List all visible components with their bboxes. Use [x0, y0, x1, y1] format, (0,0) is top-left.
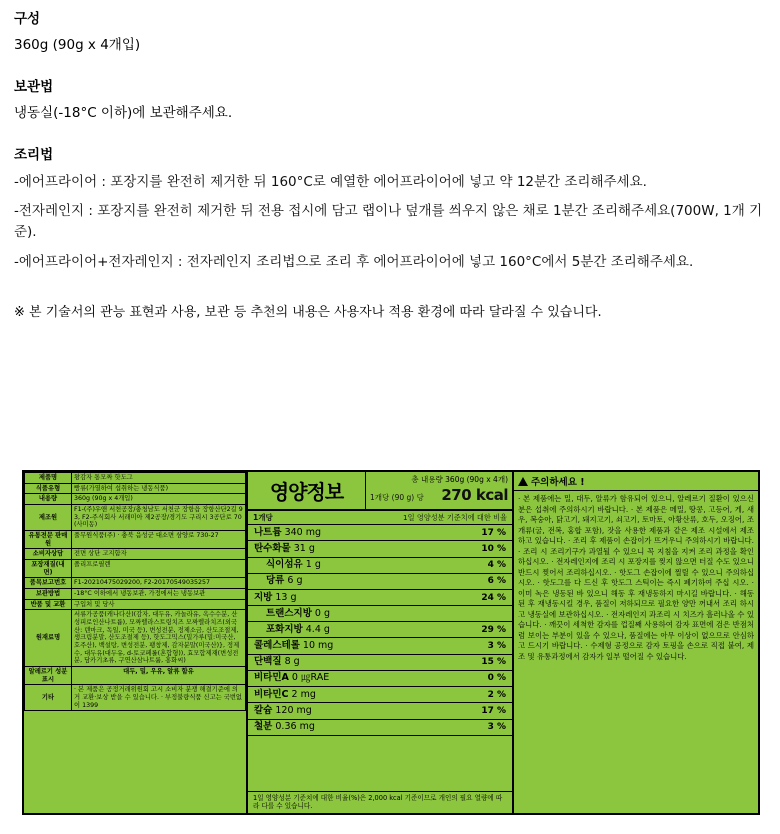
cooking-line-microwave: -전자레인지 : 포장지를 완전히 제거한 뒤 전용 접시에 담고 랩이나 덮개를 씌우지 않은 채로 1분간 조리해주세요(700W, 1개 기준). — [14, 203, 763, 241]
nutrient-amount: 0.36 mg — [275, 721, 315, 733]
row-value: 구입처 및 당사 — [72, 599, 246, 610]
nutrient-amount: 8 g — [284, 656, 300, 668]
nutrition-row-fat — [248, 590, 512, 606]
nutrient-name: 식이섬유 — [266, 559, 303, 570]
nutrient-amount: 2 mg — [291, 688, 316, 700]
product-info-panel — [22, 470, 247, 815]
row-value: 왕감자 통모짜 핫도그 — [72, 473, 246, 484]
nutrition-panel — [247, 470, 513, 815]
nutrition-row-iron — [248, 720, 512, 736]
nutrient-percent: 0 % — [487, 673, 506, 684]
nutrient-name: 나트륨 — [254, 526, 282, 538]
nutrient-percent: 24 % — [481, 592, 506, 603]
row-key: 반품 및 교환 — [25, 599, 72, 610]
nutrition-total-amount: 총 내용량 360g (90g x 4개) — [411, 475, 508, 484]
nutrient-name: 포화지방 — [266, 623, 303, 635]
nutrient-name: 지방 — [254, 591, 273, 603]
nutrient-amount: 6 g — [287, 575, 303, 587]
row-key: 식품유형 — [25, 483, 72, 494]
nutrition-row-vitamin-a — [248, 671, 512, 687]
row-value: 빵류(가열하여 섭취하는 냉동식품) — [72, 483, 246, 494]
nutrition-header — [248, 472, 512, 511]
table-row — [25, 505, 246, 531]
disclaimer-note: ※ 본 기술서의 관능 표현과 사용, 보관 등 추천의 내용은 사용자나 적용 환경에 따라 달라질 수 있습니다. — [14, 305, 602, 321]
nutrient-name: 철분 — [254, 721, 273, 733]
table-row — [25, 483, 246, 494]
section-body-composition: 360g (90g x 4개입) — [14, 37, 141, 54]
nutrient-percent: 6 % — [487, 576, 506, 587]
nutrient-name: 단백질 — [254, 656, 282, 668]
nutrient-percent: 10 % — [481, 543, 506, 554]
nutrient-percent: 17 % — [481, 527, 506, 538]
nutrient-percent: 2 % — [487, 689, 506, 700]
row-key: 내용량 — [25, 494, 72, 505]
nutrient-amount: 10 mg — [302, 639, 334, 651]
row-value: 폴리프로필렌 — [72, 560, 246, 578]
nutrition-row-protein — [248, 655, 512, 671]
product-description — [0, 0, 780, 323]
table-row — [25, 560, 246, 578]
nutrient-percent: 3 % — [487, 722, 506, 733]
section-heading-storage: 보관법 — [14, 79, 54, 96]
table-row — [25, 473, 246, 484]
nutrient-amount: 1 g — [305, 559, 321, 570]
nutrient-name: 트랜스지방 — [266, 607, 312, 619]
nutrient-amount: 31 g — [293, 542, 315, 554]
nutrient-name: 비타민A — [254, 672, 289, 684]
caution-heading-text: 주의하세요 ! — [531, 477, 585, 488]
row-value: 대두, 밀, 우유, 알류 함유 — [72, 667, 246, 685]
caution-body-text: · 본 제품에는 밀, 대두, 알류가 함유되어 있으니, 알레르기 질환이 있으신 분은 섭취에 주의하시기 바랍니다. · 본 제품은 메밀, 땅콩, 고등어, 게, 새우, 복숭아, 닭고기, 돼지고기, 쇠고기, 토마토, 아황산류, 호두, 오징어, 조개류(굴, 전복, 홍합 포함), 잣을 사용한 제품과 같은 제조 시설에서 제조하고 있습니다. · 조리 후 제품이 손잡이가 뜨거우니 주의하시기 바랍니다. · 조리 시 조리기구가 과열될 수 있으니 꼭 지침을 지켜 조리 과정을 확인하십시오. · 전자레인지에 조리 시 포장지를 찢지 않으면 터질 수도 있으니 반드시 찢어서 조리하십시오. · 핫도그 손잡이에 찔릴 수 있으니 주의하십시오. · 핫도그를 다 드신 후 핫도그 스틱이는 즉시 폐기하여 주십 시오. · 이미 녹은 냉동된 바 있으니 해동 후 재냉동하지 마시길 바랍니다. · 해동된 후 재냉동시킬 경우, 품질이 저하되므로 필요한 양만 꺼내서 조리 하시고 냉동실에 보관하십시오. · 전자레인지 과조리 시 치즈가 흘러나올 수 있습니다. · 깨끗이 세척한 감자를 껍질째 사용하여 감자 표면에 검은 반점처럼 보이는 부분이 있을 수 있으나, 품질에는 아무 이상이 없으므로 안심하고 드시기 바랍니다. · 수제형 공정으로 감자 토핑을 손으로 직접 붙여, 제조 및 유통과정에서 감자가 일부 떨어질 수 있습니다. — [518, 494, 754, 661]
row-value: -18°C 이하에서 냉동보관, 가정에서는 냉동보관 — [72, 589, 246, 600]
row-value: · 본 제품은 공정거래위원회 고시 소비자 분쟁 해결기준에 의거 교환·보상 받을 수 있습니다. · 부정불량식품 신고는 국번없이 1399 — [72, 685, 246, 711]
table-row — [25, 685, 246, 711]
table-row-allergy — [25, 667, 246, 685]
caution-panel — [513, 470, 760, 815]
product-info-table — [24, 472, 246, 711]
table-row — [25, 549, 246, 560]
table-row — [25, 610, 246, 667]
row-key: 알레르기 성분표시 — [25, 667, 72, 685]
nutrition-row-calcium — [248, 703, 512, 719]
nutrition-rows — [248, 525, 512, 791]
table-row — [25, 531, 246, 549]
row-key: 보관방법 — [25, 589, 72, 600]
table-row — [25, 578, 246, 589]
section-heading-cooking: 조리법 — [14, 147, 54, 164]
row-key: 유통전문 판매원 — [25, 531, 72, 549]
row-value: 360g (90g x 4개입) — [72, 494, 246, 505]
nutrient-amount: 4.4 g — [305, 623, 330, 635]
nutrition-row-carbohydrate — [248, 541, 512, 557]
nutrition-row-sugars — [248, 574, 512, 590]
section-body-storage: 냉동실(-18°C 이하)에 보관해주세요. — [14, 105, 233, 122]
nutrition-row-saturatedfat — [248, 622, 512, 638]
package-label — [22, 470, 760, 815]
nutrient-percent: 3 % — [487, 640, 506, 651]
row-key: 품목보고번호 — [25, 578, 72, 589]
nutrition-subheader — [248, 511, 512, 525]
nutrient-name: 칼슘 — [254, 704, 273, 716]
nutrition-basis-label: 1개당 — [253, 513, 273, 522]
row-key: 포장재질(내면) — [25, 560, 72, 578]
row-value: 풀무원식품(주) · 충북 음성군 대소면 삼양로 730-27 — [72, 531, 246, 549]
row-key: 원재료명 — [25, 610, 72, 667]
row-key: 제품명 — [25, 473, 72, 484]
row-value: F1-(주)우앤 서천공장/충청남도 서천군 장항읍 장항산단2길 93, F2-주식회사 서래미아 제2공장/경기도 구리시 3공단로 70 (사미동) — [72, 505, 246, 531]
nutrient-percent: 4 % — [487, 560, 506, 570]
nutrient-amount: 0 ㎍RAE — [291, 672, 330, 684]
row-value: 서류가공품(캐나다산)(감자, 대두유, 카놀라유, 옥수수분, 산성피로인산나트륨), 모짜렐라스트링치즈 모짜렐라치즈(외국산: 덴마크, 독일, 미국 등), 변성전분, 정제소금, 산도조절제, 생크림분말, 산도조절제 등), 핫도그믹스(밀가루(밀:미국산, 호주산), 백설탕, 변성전분, 팽창제, 감자분말(미국산)}, 정제수, 대두유(대두유, d-토코페롤(혼합형)), 효모합제재(변성전분, 담카기초류, 구연산삼나트륨, 홍화씨) — [72, 610, 246, 667]
nutrition-row-cholesterol — [248, 638, 512, 654]
row-key: 제조원 — [25, 505, 72, 531]
nutrient-name: 콜레스테롤 — [254, 639, 300, 651]
row-value: F1-20210475029200, F2-20170549035257 — [72, 578, 246, 589]
nutrition-footnote: 1일 영양성분 기준치에 대한 비율(%)은 2,000 kcal 기준이므로 개인의 필요 열량에 따라 다를 수 있습니다. — [248, 791, 512, 813]
nutrient-amount: 340 mg — [284, 526, 321, 538]
table-row — [25, 494, 246, 505]
nutrition-row-fiber — [248, 558, 512, 574]
row-value: 전면 상단 고지함자 — [72, 549, 246, 560]
nutrient-amount: 0 g — [314, 607, 331, 619]
nutrition-row-vitamin-c — [248, 687, 512, 703]
nutrient-amount: 120 mg — [275, 704, 312, 716]
row-key: 기타 — [25, 685, 72, 711]
nutrient-name: 비타민C — [254, 688, 289, 700]
warning-triangle-icon — [518, 477, 528, 486]
cooking-line-airfryer: -에어프라이어 : 포장지를 완전히 제거한 뒤 160°C로 예열한 에어프라이어에 넣고 약 12분간 조리해주세요. — [14, 173, 647, 190]
nutrition-row-transfat — [248, 606, 512, 622]
nutrient-percent: 17 % — [481, 705, 506, 716]
nutrient-percent: 15 % — [481, 657, 506, 668]
row-key: 소비자상담 — [25, 549, 72, 560]
nutrient-name: 탄수화물 — [254, 542, 291, 554]
table-row — [25, 589, 246, 600]
nutrient-amount: 13 g — [275, 591, 297, 603]
nutrition-dv-label: 1일 영양성분 기준치에 대한 비율 — [403, 513, 507, 522]
caution-header — [514, 472, 758, 491]
nutrient-name: 당류 — [266, 575, 285, 587]
section-heading-composition: 구성 — [14, 11, 41, 27]
table-row — [25, 599, 246, 610]
nutrition-row-sodium — [248, 525, 512, 541]
nutrition-title: 영양정보 — [248, 472, 366, 509]
cooking-line-combo: -에어프라이어+전자레인지 : 전자레인지 조리법으로 조리 후 에어프라이어에 넣고 160°C에서 5분간 조리해주세요. — [14, 254, 694, 271]
nutrition-calories: 270 kcal — [441, 485, 508, 504]
nutrition-serving-size: 1개당 (90 g) 당 — [370, 492, 424, 502]
nutrient-percent: 29 % — [481, 624, 506, 635]
